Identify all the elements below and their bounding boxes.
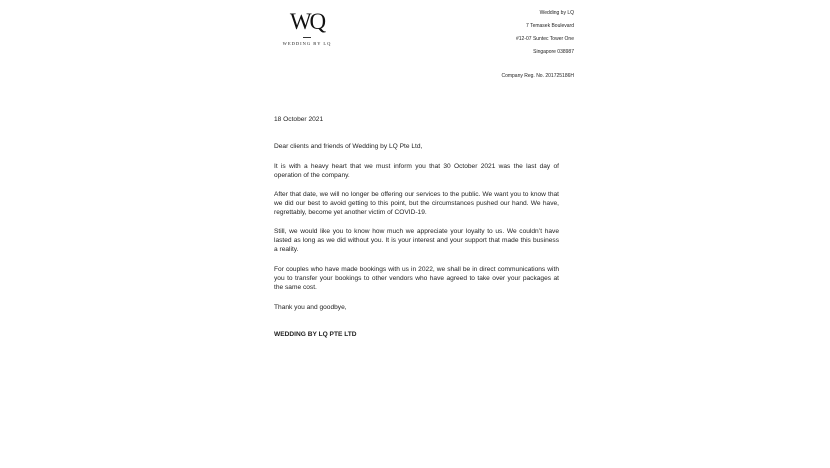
- letter-paragraph-3: Still, we would like you to know how much we appreciate your loyalty to us. We couldn’t have lasted as long as we did without you. It is your interest and your support that made this business a reality.: [274, 228, 559, 253]
- letter-closing: Thank you and goodbye,: [274, 304, 347, 311]
- address-line-street: 7 Temasek Boulevard: [526, 23, 574, 29]
- letter-date: 18 October 2021: [274, 116, 324, 123]
- address-line-city: Singapore 038987: [533, 49, 574, 55]
- letter-paragraph-1: It is with a heavy heart that we must inform you that 30 October 2021 was the last day of operation of the company.: [274, 163, 559, 179]
- letter-greeting: Dear clients and friends of Wedding by LQ Pte Ltd,: [274, 143, 423, 150]
- company-logo: [279, 10, 335, 46]
- logo-subtitle: WEDDING BY LQ: [282, 41, 332, 46]
- address-line-company: Wedding by LQ: [539, 10, 574, 16]
- logo-divider: [303, 37, 311, 38]
- letter-paragraph-4: For couples who have made bookings with us in 2022, we shall be in direct communications with you to transfer your bookings to other vendors who have agreed to take over your packages at the same cost.: [274, 266, 559, 291]
- logo-mark: WQ: [289, 9, 325, 34]
- company-registration: Company Reg. No. 201725186H: [501, 73, 574, 79]
- letter-signature: WEDDING BY LQ PTE LTD: [274, 331, 357, 338]
- address-line-unit: #12-07 Suntec Tower One: [515, 36, 574, 42]
- letter-paragraph-2: After that date, we will no longer be offering our services to the public. We want you to know that we did our best to avoid getting to this point, but the circumstances pushed our hand. We have, regrettably, become yet another victim of COVID-19.: [274, 191, 559, 216]
- company-address: [516, 11, 574, 63]
